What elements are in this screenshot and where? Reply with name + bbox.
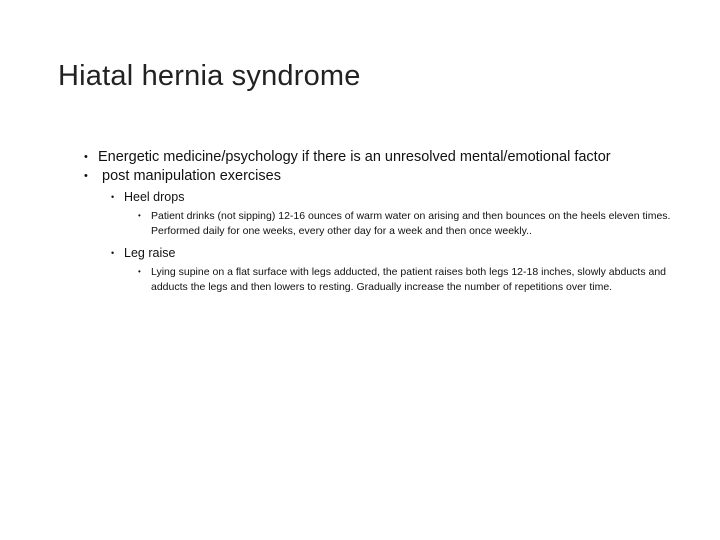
bullet-energetic-medicine — [80, 148, 680, 167]
bullet-text: Energetic medicine/psychology if there is an unresolved mental/emotional factor — [98, 149, 611, 165]
bullet-text: post manipulation exercises — [98, 168, 281, 184]
bullet-post-manipulation — [80, 167, 680, 186]
bullet-text: Patient drinks (not sipping) 12-16 ounces of warm water on arising and then bounces on the heels eleven times. Performed daily for one weeks, every other day for a week and then once weekly.. — [151, 210, 671, 237]
bullet-list — [80, 148, 680, 294]
bullet-dot-icon: • — [138, 267, 141, 276]
bullet-dot-icon: • — [84, 170, 88, 182]
bullet-leg-raise-detail — [80, 265, 671, 294]
bullet-text: Lying supine on a flat surface with legs adducted, the patient raises both legs 12-18 inches, slowly abducts and adducts the legs and then lowers to resting. Gradually increase the number of repetitions over time. — [151, 266, 667, 293]
bullet-heel-drops — [80, 189, 680, 206]
bullet-dot-icon: • — [84, 151, 88, 163]
bullet-dot-icon: • — [111, 192, 115, 202]
bullet-dot-icon: • — [111, 248, 115, 258]
slide-title: Hiatal hernia syndrome — [58, 60, 361, 92]
bullet-text: Heel drops — [124, 190, 185, 204]
bullet-heel-drops-detail — [80, 209, 671, 238]
bullet-leg-raise — [80, 245, 680, 262]
bullet-dot-icon: • — [138, 211, 141, 220]
bullet-text: Leg raise — [124, 246, 176, 260]
